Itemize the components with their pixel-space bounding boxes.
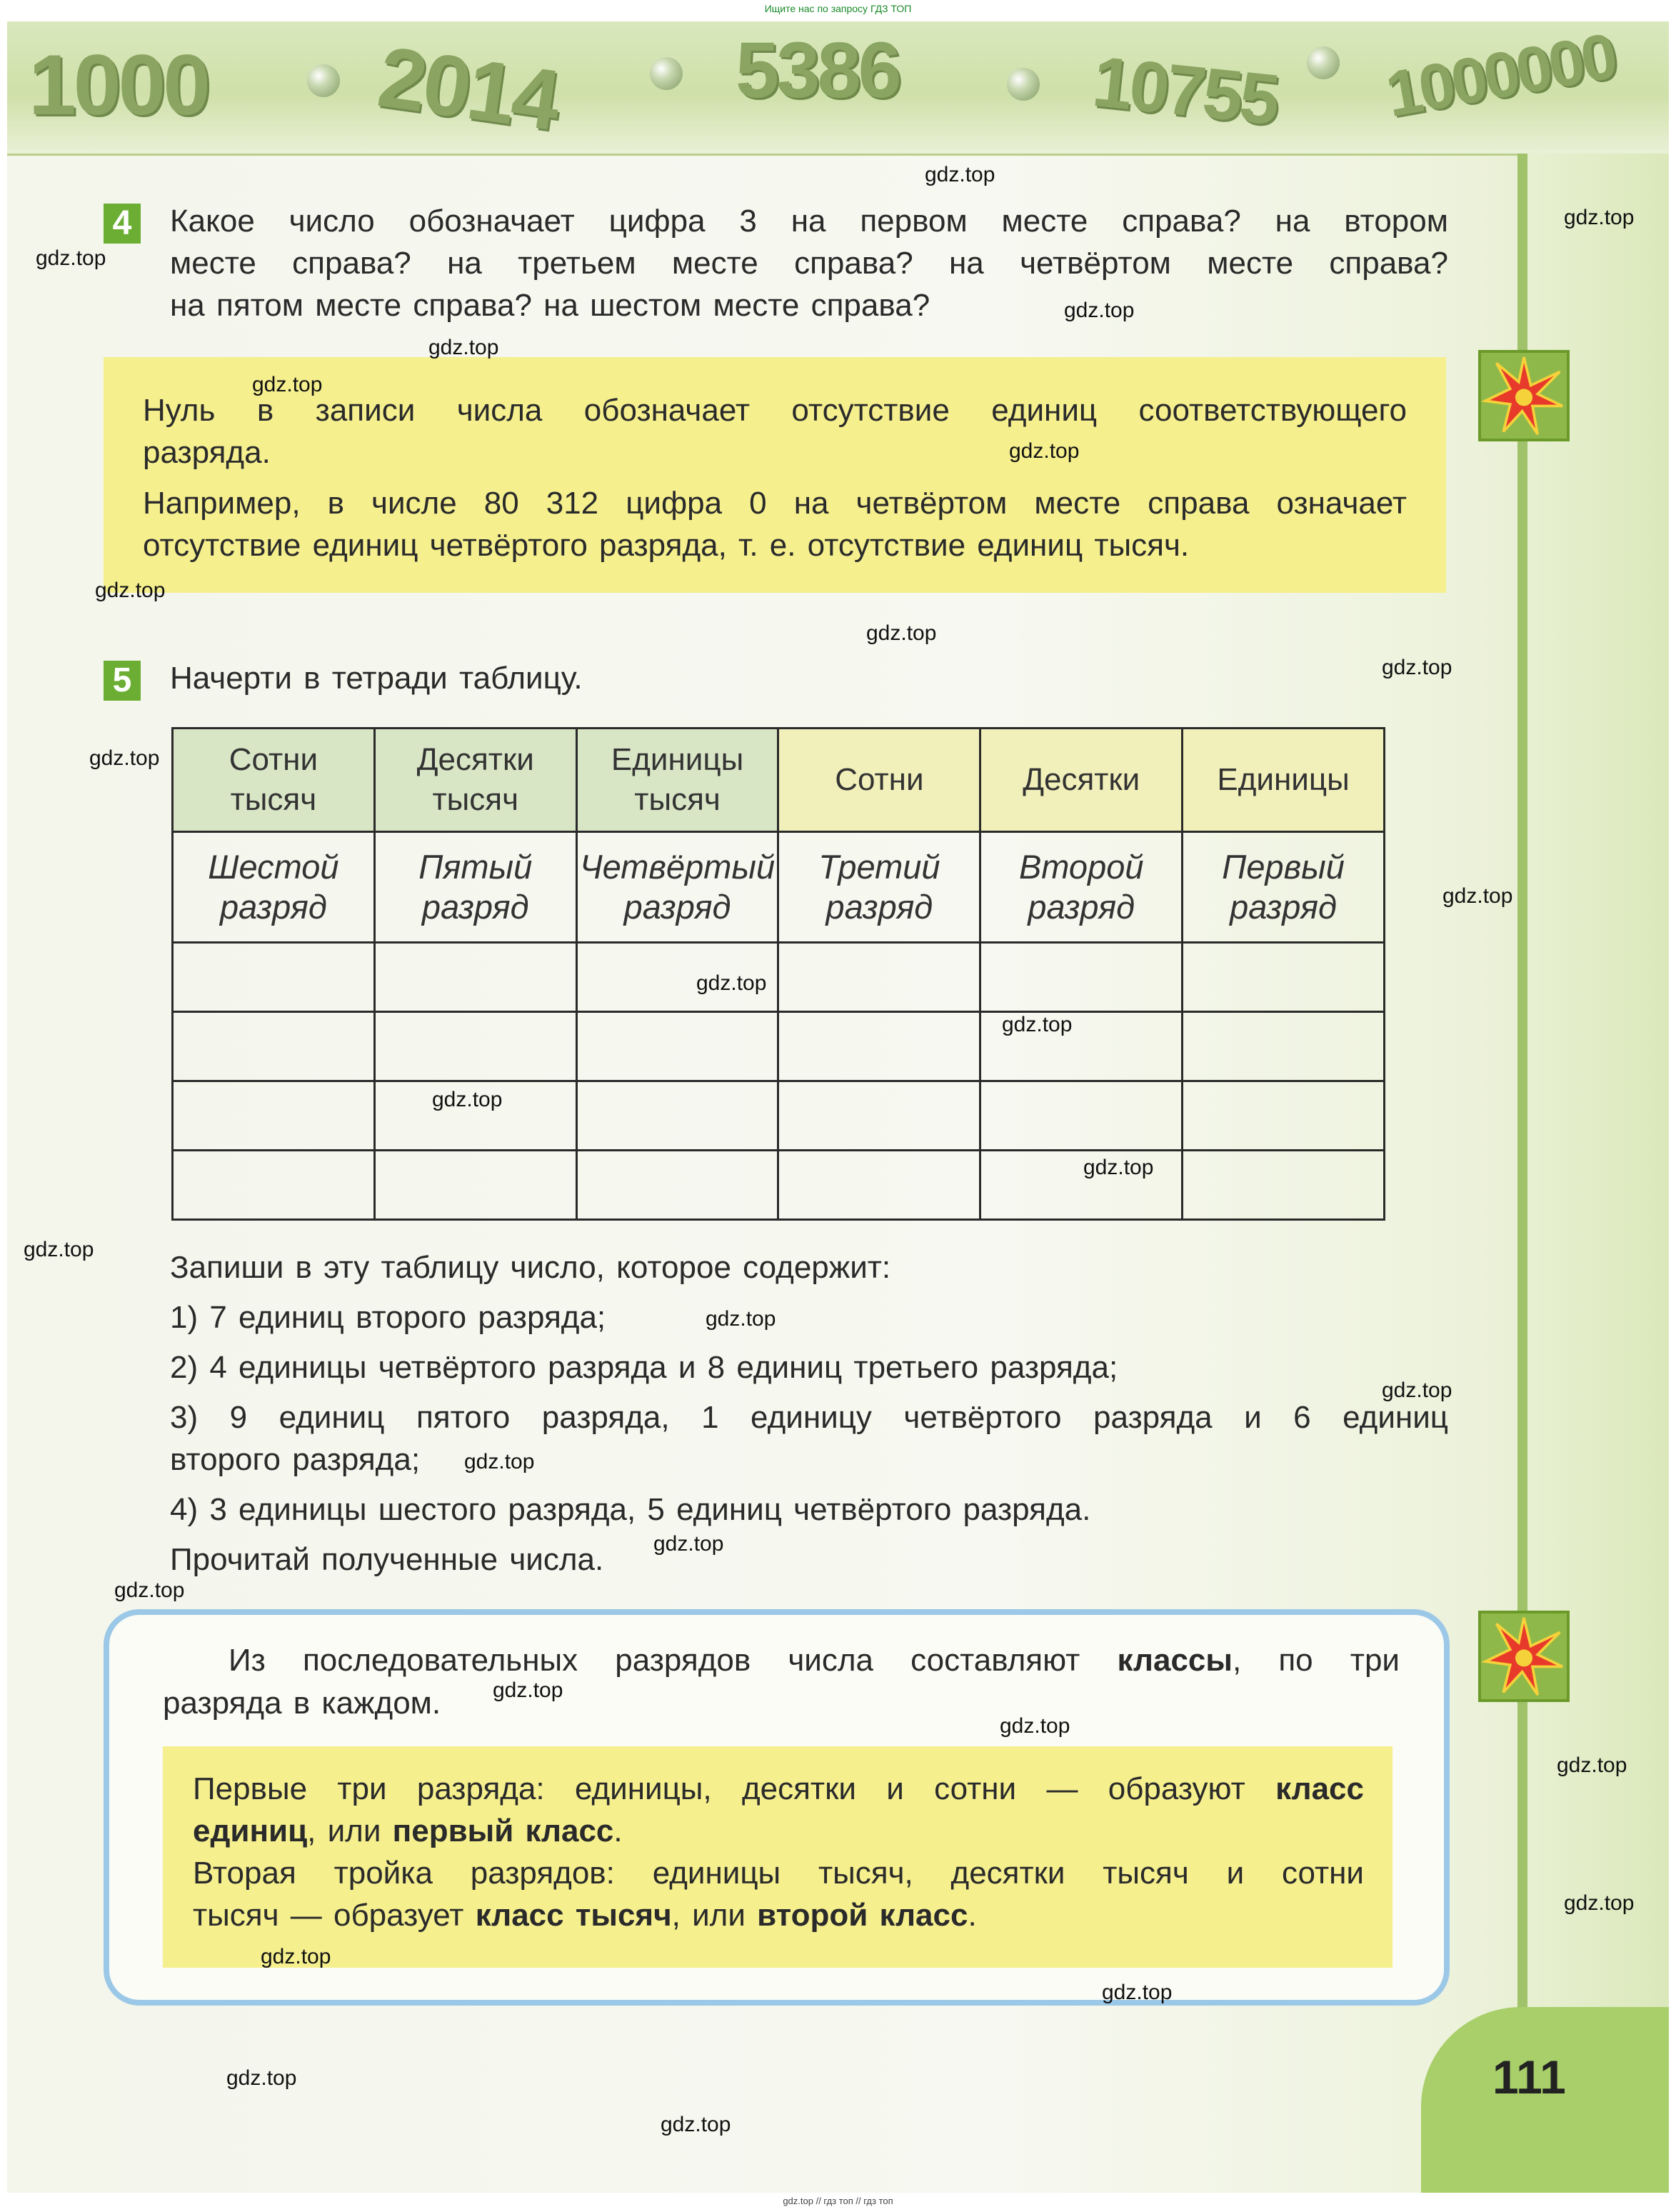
table-row — [173, 943, 1385, 1012]
table-header-row — [173, 729, 1385, 832]
watermark: gdz.top — [1382, 656, 1452, 679]
task5-instruction: Запиши в эту таблицу число, которое содержит: — [170, 1250, 891, 1285]
place-value-table — [171, 727, 1385, 1221]
watermark: gdz.top — [925, 163, 995, 186]
watermark: gdz.top — [696, 971, 767, 995]
table-header-cell: Сотни — [778, 729, 980, 832]
watermark: gdz.top — [252, 373, 323, 396]
table-rank-cell: Четвёртый разряд — [576, 832, 778, 943]
watermark: gdz.top — [1083, 1156, 1154, 1179]
task4-line: на пятом месте справа? на шестом месте справа? — [170, 288, 930, 323]
info-intro-line2: разряда в каждом. — [163, 1686, 441, 1721]
table-rank-cell: Первый разряд — [1183, 832, 1385, 943]
watermark: gdz.top — [36, 246, 106, 270]
watermark: gdz.top — [1442, 884, 1513, 908]
watermark: gdz.top — [24, 1238, 94, 1261]
bead-icon — [307, 64, 340, 97]
class-rule-line: единиц, или первый класс. — [193, 1813, 623, 1848]
class-rule-line: тысяч — образует класс тысяч, или второй класс. — [193, 1898, 977, 1933]
table-header-cell: Единицы — [1183, 729, 1385, 832]
watermark: gdz.top — [1002, 1013, 1073, 1036]
table-rank-cell: Шестой разряд — [173, 832, 375, 943]
watermark: gdz.top — [428, 336, 499, 359]
watermark: gdz.top — [653, 1532, 724, 1556]
watermark: gdz.top — [89, 746, 160, 770]
task5-intro: Начерти в тетради таблицу. — [170, 661, 583, 696]
banner-number: 1000 — [29, 37, 208, 133]
task5-closing: Прочитай полученные числа. — [170, 1542, 604, 1577]
bead-icon — [1307, 46, 1340, 79]
bead-icon — [1007, 68, 1040, 101]
rule-line: Нуль в записи числа обозначает отсутствие единиц соответствующего — [143, 393, 1407, 428]
task4-line: Какое число обозначает цифра 3 на первом месте справа? на втором — [170, 204, 1448, 239]
watermark: gdz.top — [464, 1450, 535, 1473]
page-number-tab — [1421, 2007, 1669, 2193]
rule-line: разряда. — [143, 435, 271, 470]
watermark: gdz.top — [95, 579, 166, 602]
watermark: gdz.top — [1102, 1981, 1173, 2004]
task5-item: 1) 7 единиц второго разряда; — [170, 1300, 606, 1335]
watermark: gdz.top — [1557, 1753, 1627, 1777]
banner-number: 5386 — [736, 26, 899, 114]
banner-number: 10755 — [1088, 41, 1281, 141]
watermark: gdz.top — [114, 1578, 185, 1602]
watermark: gdz.top — [866, 621, 937, 645]
table-rank-cell: Третий разряд — [778, 832, 980, 943]
task-number-badge: 4 — [104, 204, 141, 244]
star-rule-icon — [1478, 350, 1570, 441]
watermark: gdz.top — [1564, 206, 1635, 229]
header-banner — [7, 21, 1669, 156]
task5-item: 3) 9 единиц пятого разряда, 1 единицу четвёртого разряда и 6 единиц — [170, 1400, 1448, 1435]
info-intro: Из последовательных разрядов числа составляют классы, по три — [229, 1643, 1400, 1678]
watermark: gdz.top — [226, 2066, 297, 2090]
rule-line: Например, в числе 80 312 цифра 0 на четвёртом месте справа означает — [143, 486, 1407, 521]
star-rule-icon — [1478, 1611, 1570, 1702]
watermark: gdz.top — [1064, 299, 1135, 322]
bottom-note: gdz.top // гдз топ // гдз топ — [783, 2196, 893, 2206]
class-rule-line: Первые три разряда: единицы, десятки и сотни — образуют класс — [193, 1771, 1364, 1806]
watermark: gdz.top — [261, 1945, 331, 1968]
table-header-cell: Десятки тысяч — [374, 729, 576, 832]
task5-item: 4) 3 единицы шестого разряда, 5 единиц четвёртого разряда. — [170, 1492, 1091, 1527]
page-number: 111 — [1492, 2051, 1566, 2103]
top-search-note: Ищите нас по запросу ГДЗ ТОП — [764, 3, 912, 14]
banner-number: 2014 — [372, 29, 564, 149]
rule-line: отсутствие единиц четвёртого разряда, т. е. отсутствие единиц тысяч. — [143, 528, 1190, 563]
watermark: gdz.top — [493, 1678, 563, 1702]
table-header-cell: Десятки — [980, 729, 1183, 832]
table-row — [173, 1151, 1385, 1220]
table-rank-row — [173, 832, 1385, 943]
bead-icon — [650, 57, 683, 90]
task5-item: 2) 4 единицы четвёртого разряда и 8 единиц третьего разряда; — [170, 1350, 1118, 1385]
class-rule-line: Вторая тройка разрядов: единицы тысяч, десятки тысяч и сотни — [193, 1856, 1364, 1891]
watermark: gdz.top — [1564, 1891, 1635, 1915]
table-rank-cell: Второй разряд — [980, 832, 1183, 943]
table-header-cell: Единицы тысяч — [576, 729, 778, 832]
table-row — [173, 1012, 1385, 1081]
table-row — [173, 1081, 1385, 1151]
task-number-badge: 5 — [104, 661, 141, 701]
banner-number: 1000000 — [1380, 20, 1620, 131]
watermark: gdz.top — [432, 1088, 503, 1111]
watermark: gdz.top — [706, 1307, 776, 1331]
watermark: gdz.top — [1000, 1714, 1070, 1738]
task5-item: второго разряда; — [170, 1442, 421, 1477]
watermark: gdz.top — [1382, 1378, 1452, 1402]
watermark: gdz.top — [1009, 439, 1080, 463]
table-rank-cell: Пятый разряд — [374, 832, 576, 943]
task4-line: месте справа? на третьем месте справа? на четвёртом месте справа? — [170, 246, 1448, 281]
table-header-cell: Сотни тысяч — [173, 729, 375, 832]
watermark: gdz.top — [661, 2113, 731, 2136]
